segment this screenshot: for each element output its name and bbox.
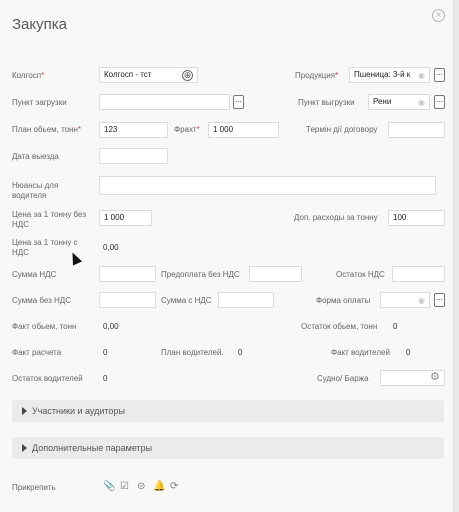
plan-voditeley-value: 0 [238,348,243,357]
plan-voditeley-label: План водителей. [161,348,224,357]
frakht-field[interactable]: 1 000 [208,122,279,138]
forma-oplaty-label: Форма оплаты [316,296,371,305]
punkt-zagruzki-field[interactable] [99,94,230,110]
fakt-voditeley-label: Факт водителей [331,348,390,357]
nyuansy-label: Нюансы для водителя [12,181,59,200]
frakht-label: Фрахт* [174,125,200,134]
punkt-vygruzki-select-button[interactable]: ... [434,95,445,109]
produktsiya-field[interactable]: Пшеница: 3-й к [349,67,430,83]
punkt-zagruzki-select-button[interactable]: ... [233,95,244,109]
dop-raskhody-label: Доп. расходы за тонну [294,213,378,222]
additional-section-title: Дополнительные параметры [32,443,153,453]
participants-section[interactable] [12,400,444,422]
plan-obem-field[interactable]: 123 [99,122,168,138]
paperclip-icon[interactable]: 📎 [103,481,116,492]
cena-bez-nds-field[interactable]: 1 000 [99,210,152,226]
nyuansy-field[interactable] [99,176,436,195]
bell-icon[interactable]: 🔔 [153,481,166,492]
produktsiya-select-button[interactable]: ... [434,68,445,82]
ostatok-voditeley-value: 0 [103,374,108,383]
dialog-title: Закупка [12,16,67,33]
ostatok-nds-field[interactable] [392,266,445,282]
forma-oplaty-eye-icon[interactable]: ◉ [418,296,425,305]
dop-raskhody-field[interactable]: 100 [388,210,445,226]
expand-triangle-icon [22,407,27,415]
ostatok-voditeley-label: Остаток водителей [12,374,83,383]
termin-field[interactable] [388,122,445,138]
punkt-zagruzki-label: Пункт загрузки [12,98,67,107]
fakt-rascheta-label: Факт расчета [12,348,62,357]
summa-bez-nds-field[interactable] [99,292,156,308]
refresh-icon[interactable]: ⟳ [170,481,179,492]
predoplata-field[interactable] [249,266,302,282]
sudno-settings-icon[interactable]: ⚙ [430,371,440,383]
summa-nds-field[interactable] [99,266,156,282]
add-kolgosp-icon[interactable]: ⊕ [183,70,192,80]
summa-nds-label: Сумма НДС [12,270,57,279]
punkt-vygruzki-eye-icon[interactable]: ◉ [418,98,425,107]
attach-label: Прикрепить [12,483,56,492]
minus-circle-icon[interactable]: ⊝ [137,481,146,492]
ostatok-nds-label: Остаток НДС [336,270,385,279]
participants-section-title: Участники и аудиторы [32,406,125,416]
data-vyezda-label: Дата выезда [12,152,59,161]
fakt-voditeley-value: 0 [406,348,411,357]
fakt-rascheta-value: 0 [103,348,108,357]
ostatok-obem-label: Остаток обьем, тонн [301,322,378,331]
punkt-vygruzki-field[interactable]: Рени [368,94,430,110]
summa-s-nds-field[interactable] [218,292,274,308]
forma-oplaty-select-button[interactable]: ... [434,293,445,307]
summa-bez-nds-label: Сумма без НДС [12,296,71,305]
kolgosp-field[interactable]: Колгосп - тст [99,67,198,83]
ostatok-obem-value: 0 [393,322,398,331]
punkt-vygruzki-label: Пункт выгрузки [298,98,355,107]
close-icon[interactable]: × [432,9,445,22]
data-vyezda-field[interactable] [99,148,168,164]
plan-obem-label: План обьем, тонн* [12,125,82,134]
fakt-obem-label: Факт обьем, тонн [12,322,77,331]
cena-bez-nds-label: Цена за 1 тонну без НДС [12,210,86,229]
cena-s-nds-label: Цена за 1 тонну с НДС [12,238,78,257]
termin-label: Термін дії договору [306,125,378,134]
summa-s-nds-label: Сумма с НДС [161,296,212,305]
additional-section[interactable] [12,437,444,459]
produktsiya-eye-icon[interactable]: ◉ [418,71,425,80]
checkbox-icon[interactable]: ☑ [120,481,129,492]
produktsiya-label: Продукция* [295,71,339,80]
dialog-edge [453,0,459,512]
fakt-obem-value: 0,00 [103,322,119,331]
expand-triangle-icon [22,444,27,452]
cena-s-nds-value: 0,00 [103,243,119,252]
kolgosp-label: Колгосп* [12,71,45,80]
predoplata-label: Предоплата без НДС [161,270,240,279]
sudno-label: Судно/ Баржа [317,374,369,383]
